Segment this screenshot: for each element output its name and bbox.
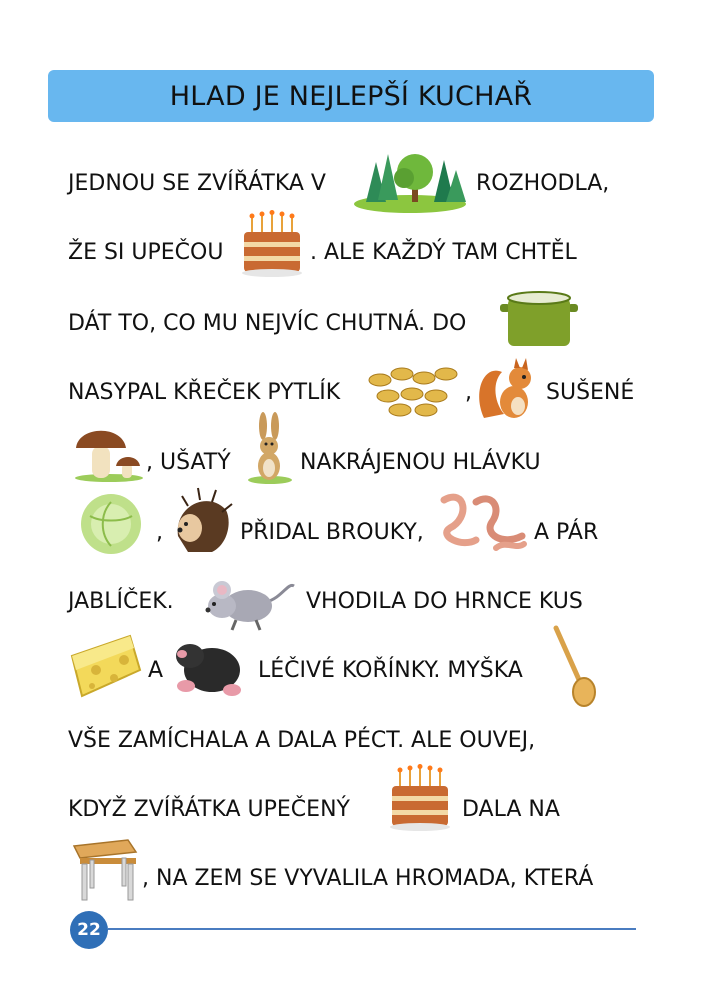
text-line-6c: A PÁR [534, 520, 599, 545]
page-number-badge [70, 911, 108, 949]
text-line-11: , NA ZEM SE VYVALILA HROMADA, KTERÁ [142, 866, 594, 891]
text-line-6a: , [156, 520, 163, 545]
cake-icon-2 [388, 764, 452, 832]
cake-icon [240, 210, 304, 278]
text-line-10b: DALA NA [462, 797, 560, 822]
text-line-5b: NAKRÁJENOU HLÁVKU [300, 450, 541, 475]
worms-icon [436, 488, 530, 556]
text-line-4a: NASYPAL KŘEČEK PYTLÍK [68, 380, 341, 405]
cheese-icon [68, 630, 144, 700]
page-number: 22 [77, 920, 101, 940]
text-line-8a: A [148, 658, 164, 683]
text-line-6b: PŘIDAL BROUKY, [240, 520, 424, 545]
table-icon [70, 836, 140, 902]
grain-icon [366, 360, 462, 418]
pot-icon [498, 288, 580, 348]
text-line-10a: KDYŽ ZVÍŘÁTKA UPEČENÝ [68, 797, 350, 822]
title-banner [48, 70, 654, 122]
text-line-8b: LÉČIVÉ KOŘÍNKY. MYŠKA [258, 658, 523, 683]
mole-icon [172, 630, 248, 700]
page-title: HLAD JE NEJLEPŠÍ KUCHAŘ [169, 80, 533, 112]
text-line-5a: , UŠATÝ [146, 450, 231, 475]
text-line-2a: ŽE SI UPEČOU [68, 240, 224, 265]
text-line-7b: VHODILA DO HRNCE KUS [306, 589, 583, 614]
cabbage-icon [70, 490, 152, 556]
text-line-3: DÁT TO, CO MU NEJVÍC CHUTNÁ. DO [68, 311, 467, 336]
hare-icon [246, 410, 294, 484]
hedgehog-icon [168, 486, 234, 560]
footer-divider [108, 928, 636, 930]
text-line-2b: . ALE KAŽDÝ TAM CHTĚL [310, 240, 577, 265]
squirrel-icon [476, 352, 540, 424]
text-line-7a: JABLÍČEK. [68, 589, 174, 614]
text-line-1a: JEDNOU SE ZVÍŘÁTKA V [68, 171, 326, 196]
forest-icon [352, 144, 468, 214]
text-line-4c: SUŠENÉ [546, 380, 635, 405]
text-line-4b: , [465, 380, 472, 405]
spoon-icon [550, 624, 600, 708]
text-line-1b: ROZHODLA, [476, 171, 610, 196]
mushrooms-icon [72, 418, 146, 482]
mouse-icon [196, 572, 296, 634]
text-line-9: VŠE ZAMÍCHALA A DALA PÉCT. ALE OUVEJ, [68, 728, 536, 753]
